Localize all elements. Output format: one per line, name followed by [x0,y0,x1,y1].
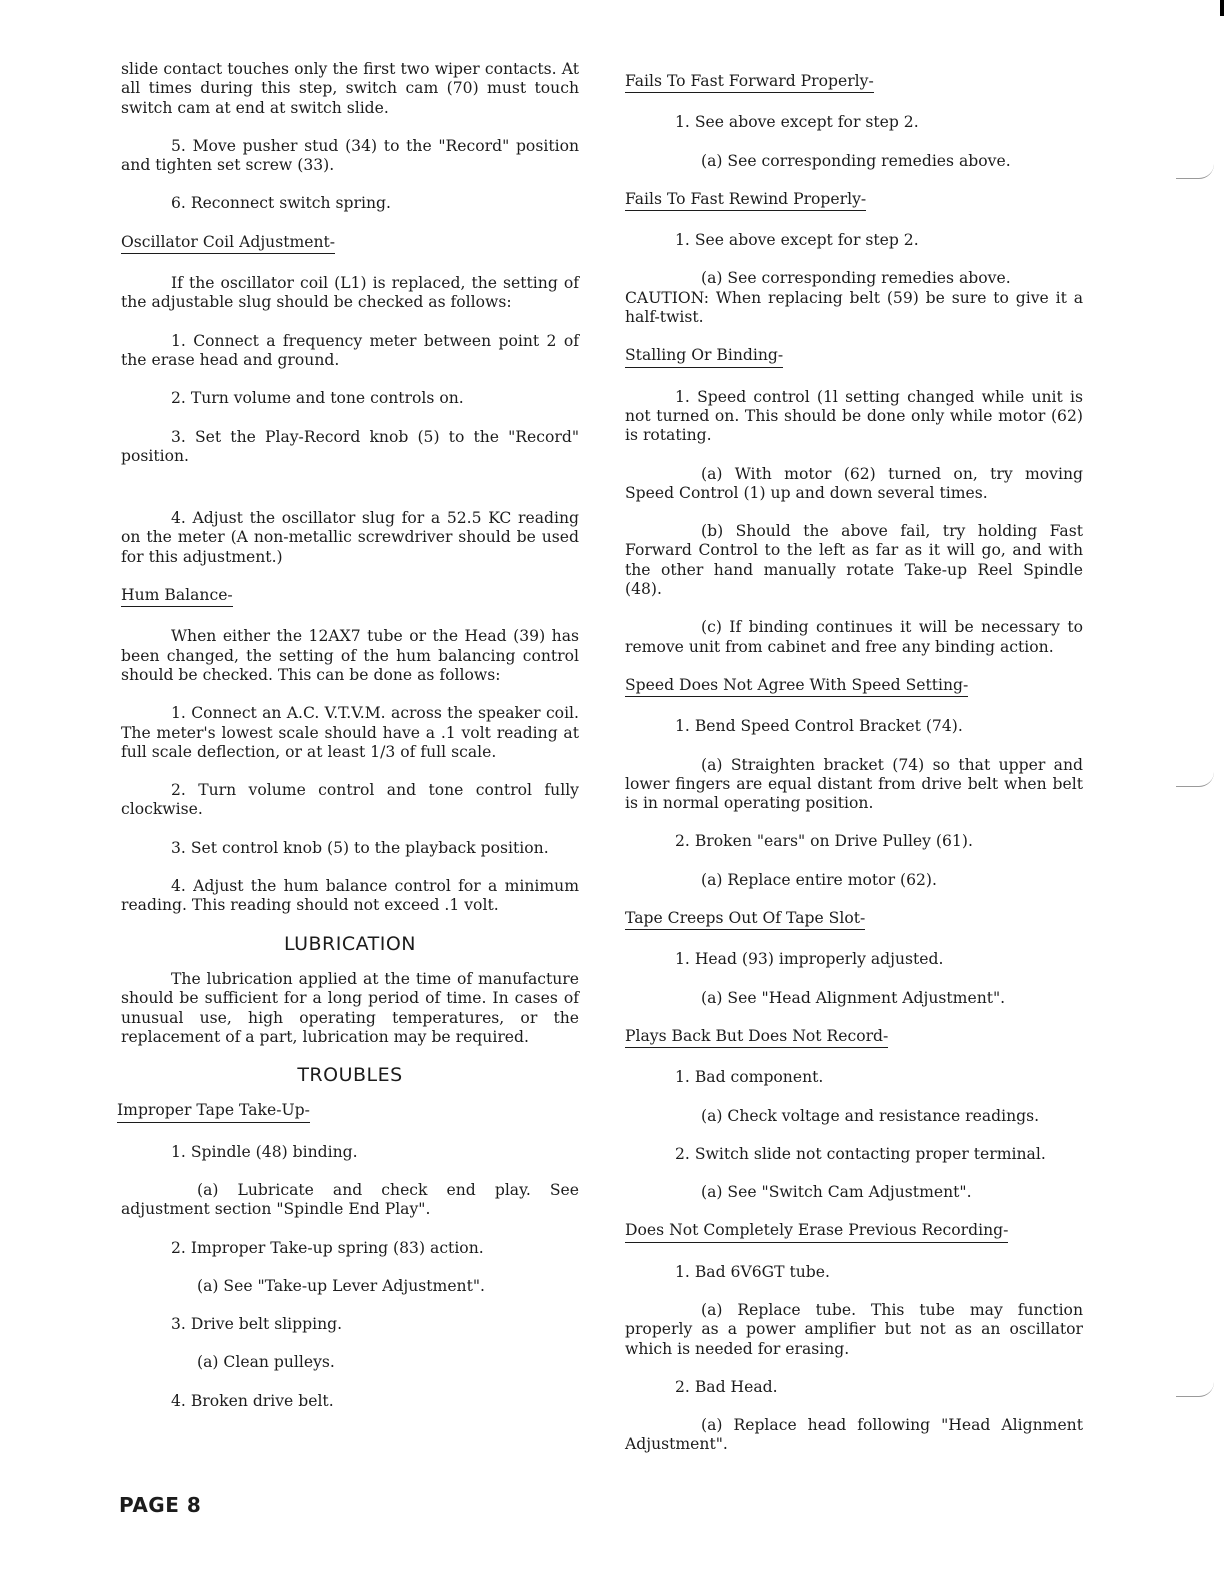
speed-step-2a: (a) Replace entire motor (62). [701,870,937,889]
hum-step-2: 2. Turn volume control and tone control fully clockwise. [121,781,579,819]
tape-creeps-step-1: 1. Head (93) improperly adjusted. [675,950,944,969]
hum-balance-heading: Hum Balance- [121,586,233,607]
speed-step-1: 1. Bend Speed Control Bracket (74). [675,717,963,736]
plays-back-step-1: 1. Bad component. [675,1068,824,1087]
left-column [117,60,579,1430]
speed-step-2: 2. Broken "ears" on Drive Pulley (61). [675,832,973,851]
stalling-step-1b: (b) Should the above fail, try holding Fast Forward Control to the left as far as it will go, and with the other hand manually rotate Take-up Reel Spindle (48). [625,522,1083,599]
oscillator-heading: Oscillator Coil Adjustment- [121,233,335,254]
right-column [625,72,1083,1474]
fast-forward-heading: Fails To Fast Forward Properly- [625,72,874,93]
take-up-step-4: 4. Broken drive belt. [171,1391,334,1410]
oscillator-step-2: 2. Turn volume and tone controls on. [171,389,464,408]
stalling-step-1: 1. Speed control (1l setting changed while unit is not turned on. This should be done only while motor (62) is rotating. [625,387,1083,445]
oscillator-step-4: 4. Adjust the oscillator slug for a 52.5 KC reading on the meter (A non-metallic screwdriver should be used for this adjustment.) [121,509,579,566]
page-number: PAGE 8 [119,1493,202,1517]
take-up-heading: Improper Tape Take-Up- [117,1101,310,1122]
take-up-step-1: 1. Spindle (48) binding. [171,1142,358,1161]
hum-intro: When either the 12AX7 tube or the Head (39) has been changed, the setting of the hum balancing control should be checked. This can be done as follows: [121,627,579,684]
stalling-step-1a: (a) With motor (62) turned on, try moving Speed Control (1) up and down several times. [625,464,1083,502]
speed-heading: Speed Does Not Agree With Speed Setting- [625,676,968,697]
erase-step-1: 1. Bad 6V6GT tube. [675,1262,830,1281]
stalling-step-1c: (c) If binding continues it will be necessary to remove unit from cabinet and free any binding action. [625,618,1083,656]
plays-back-step-2a: (a) See "Switch Cam Adjustment". [701,1183,972,1202]
oscillator-step-3: 3. Set the Play-Record knob (5) to the "Record" position. [121,427,579,465]
step-5: 5. Move pusher stud (34) to the "Record" position and tighten set screw (33). [121,136,579,175]
take-up-step-1a: (a) Lubricate and check end play. See adjustment section "Spindle End Play". [121,1180,579,1219]
tape-creeps-heading: Tape Creeps Out Of Tape Slot- [625,909,865,930]
fast-forward-step-1: 1. See above except for step 2. [675,113,919,132]
fast-rewind-heading: Fails To Fast Rewind Properly- [625,190,866,211]
fast-forward-step-1a: (a) See corresponding remedies above. [701,151,1011,170]
lubrication-title: LUBRICATION [283,932,417,955]
hum-step-4: 4. Adjust the hum balance control for a minimum reading. This reading should not exceed .1 volt. [121,877,579,915]
erase-step-2a: (a) Replace head following "Head Alignment Adjustment". [625,1416,1083,1454]
take-up-step-3a: (a) Clean pulleys. [197,1353,335,1372]
fast-rewind-step-1a: (a) See corresponding remedies above. [701,269,1011,288]
plays-back-heading: Plays Back But Does Not Record- [625,1027,888,1048]
scan-margin-mark [1176,164,1214,179]
step-6: 6. Reconnect switch spring. [171,194,391,213]
hum-step-3: 3. Set control knob (5) to the playback position. [171,838,549,857]
caution-note: CAUTION: When replacing belt (59) be sure to give it a half-twist. [625,288,1083,327]
spacer [121,485,579,509]
plays-back-step-1a: (a) Check voltage and resistance readings. [701,1106,1040,1125]
erase-step-2: 2. Bad Head. [675,1377,778,1396]
tape-creeps-step-1a: (a) See "Head Alignment Adjustment". [701,988,1006,1007]
stalling-heading: Stalling Or Binding- [625,346,783,367]
speed-step-1a: (a) Straighten bracket (74) so that upper and lower fingers are equal distant from drive belt when belt is in normal operating position. [625,755,1083,813]
lubrication-text: The lubrication applied at the time of manufacture should be sufficient for a long period of time. In cases of unusual use, high operating temperatures, or the replacement of a part, lubrication may be required. [121,969,579,1046]
hum-step-1: 1. Connect an A.C. V.T.V.M. across the speaker coil. The meter's lowest scale should have a .1 volt reading at full scale deflection, or at least 1/3 of full scale. [121,704,579,761]
oscillator-step-1: 1. Connect a frequency meter between point 2 of the erase head and ground. [121,331,579,369]
plays-back-step-2: 2. Switch slide not contacting proper terminal. [675,1144,1046,1163]
troubles-title: TROUBLES [297,1064,403,1087]
intro-paragraph: slide contact touches only the first two wiper contacts. At all times during this step, switch cam (70) must touch switch cam at end at switch slide. [121,60,579,117]
take-up-step-2a: (a) See "Take-up Lever Adjustment". [197,1276,485,1295]
take-up-step-3: 3. Drive belt slipping. [171,1315,343,1334]
oscillator-intro: If the oscillator coil (L1) is replaced, the setting of the adjustable slug should be checked as follows: [121,274,579,312]
scan-margin-mark [1176,1382,1214,1397]
erase-heading: Does Not Completely Erase Previous Recording- [625,1221,1008,1242]
scan-margin-mark [1176,772,1214,787]
erase-step-1a: (a) Replace tube. This tube may function properly as a power amplifier but not as an oscillator which is needed for erasing. [625,1300,1083,1358]
fast-rewind-step-1: 1. See above except for step 2. [675,231,919,250]
take-up-step-2: 2. Improper Take-up spring (83) action. [171,1238,484,1257]
scan-edge-mark [1220,0,1224,16]
